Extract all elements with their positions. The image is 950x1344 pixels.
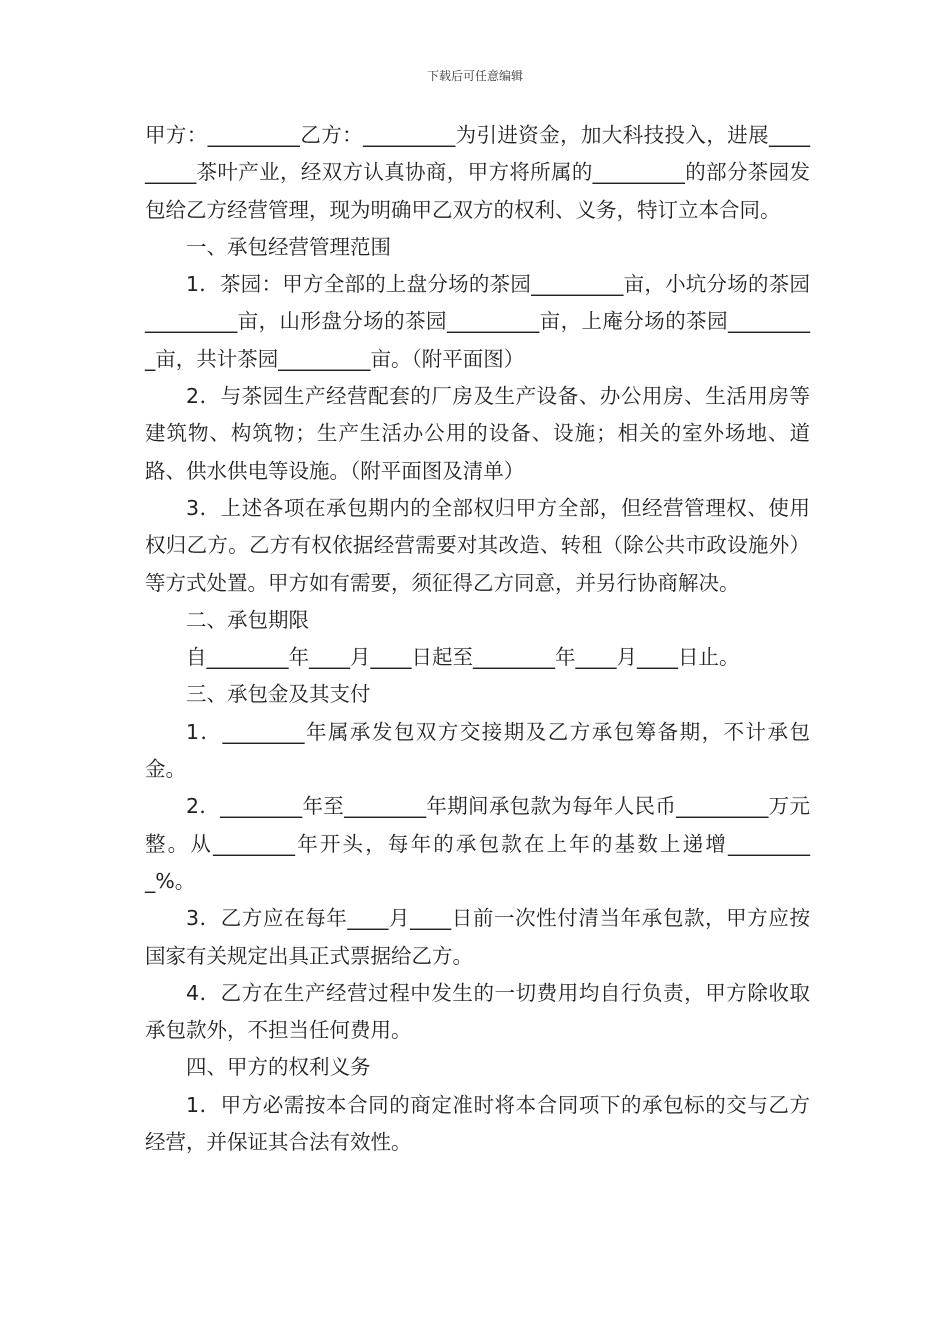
paragraph-payment-4: 4．乙方在生产经营过程中发生的一切费用均自行负责，甲方除收取承包款外，不担当任何费用。	[145, 980, 810, 1043]
paragraph-payment-2: 2．________年至________年期间承包款为每年人民币_________万元整。从________年开头，每年的承包款在上年的基数上递增_________%。	[145, 794, 810, 893]
paragraph-party-a-1: 1．甲方必需按本合同的商定准时将本合同项下的承包标的交与乙方经营，并保证其合法有效性。	[145, 1092, 810, 1155]
paragraph-payment-1: 1．________年属承发包双方交接期及乙方承包筹备期，不计承包金。	[145, 719, 810, 782]
paragraph-scope-2: 2．与茶园生产经营配套的厂房及生产设备、办公用房、生活用房等建筑物、构筑物；生产生活办公用的设备、设施；相关的室外场地、道路、供水供电等设施。（附平面图及清单）	[145, 384, 810, 483]
paragraph-intro: 甲方：_________乙方：_________为引进资金，加大科技投入，进展_________茶叶产业，经双方认真协商，甲方将所属的_________的部分茶园发包给乙方经营管理，现为明确甲乙双方的权利、义务，特订立本合同。	[145, 123, 810, 222]
section-heading-scope: 一、承包经营管理范围	[186, 234, 391, 259]
contract-body	[145, 117, 810, 1161]
page-header: 下载后可任意编辑	[426, 69, 523, 83]
paragraph-scope-1: 1．茶园：甲方全部的上盘分场的茶园_________亩，小坑分场的茶园_________亩，山形盘分场的茶园_________亩，上庵分场的茶园_________亩，共计茶园_________亩。（附平面图）	[145, 272, 810, 371]
section-heading-term: 二、承包期限	[186, 607, 309, 632]
paragraph-scope-3: 3．上述各项在承包期内的全部权归甲方全部，但经营管理权、使用权归乙方。乙方有权依据经营需要对其改造、转租（除公共市政设施外）等方式处置。甲方如有需要，须征得乙方同意，并另行协商解决。	[145, 495, 810, 595]
section-heading-payment: 三、承包金及其支付	[186, 682, 371, 707]
paragraph-term: 自________年____月____日起至________年____月____日止。	[186, 645, 740, 670]
section-heading-party-a: 四、甲方的权利义务	[186, 1055, 371, 1080]
paragraph-payment-3: 3．乙方应在每年____月____日前一次性付清当年承包款，甲方应按国家有关规定出具正式票据给乙方。	[145, 906, 810, 968]
